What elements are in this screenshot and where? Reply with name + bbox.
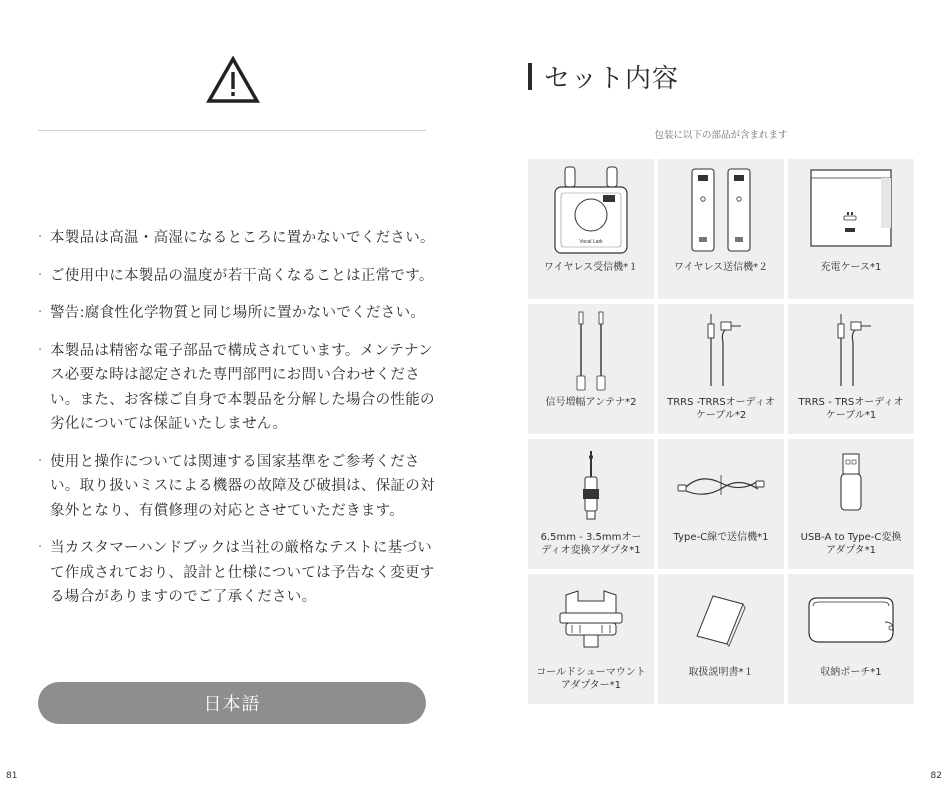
item-label: Type-C線で送信機*1	[673, 532, 769, 543]
bullet: ·	[38, 453, 43, 469]
usb-adapter-icon	[831, 450, 871, 520]
bullet: ·	[38, 305, 43, 320]
item-antenna	[528, 304, 654, 434]
bullet: ·	[38, 267, 43, 283]
item-label: TRRS -TRRSオーディオケーブル*2	[667, 397, 775, 421]
receiver-icon	[551, 165, 631, 255]
item-trrs-cable	[658, 304, 784, 434]
page-number: 82	[930, 771, 942, 781]
caution-note	[38, 226, 438, 251]
pouch-icon	[803, 592, 899, 648]
item-label: ワイヤレス受信機*１	[543, 262, 639, 273]
header-divider	[38, 130, 426, 131]
title-bar	[528, 63, 532, 90]
package-contents-grid	[528, 159, 914, 704]
caution-note	[38, 339, 438, 437]
item-pouch	[788, 574, 914, 704]
item-audio-adapter	[528, 439, 654, 569]
cold-shoe-icon	[556, 587, 626, 653]
item-receiver	[528, 159, 654, 299]
item-cold-shoe	[528, 574, 654, 704]
item-usb-c-cable	[658, 439, 784, 569]
audio-adapter-icon	[571, 447, 611, 523]
note-text: 警告:腐食性化学物質と同じ場所に置かないでください。	[50, 305, 426, 321]
caution-note	[38, 301, 438, 326]
item-label: 取扱説明書*１	[688, 667, 754, 678]
caution-note	[38, 536, 438, 610]
note-text: 当カスタマーハンドブックは当社の厳格なテストに基づいて作成されており、設計と仕様については予告なく変更する場合がありますのでご了承ください。	[50, 540, 435, 605]
page-title: セット内容	[544, 63, 680, 94]
usb-c-cable-icon	[676, 465, 766, 505]
item-label: USB-A to Type-C変換アダプタ*1	[800, 532, 902, 556]
item-label: 収納ポーチ*1	[820, 667, 882, 678]
bullet: ·	[38, 342, 43, 358]
item-label: コールドシューマウントアダプター*1	[536, 667, 646, 691]
warning-icon	[206, 56, 260, 104]
caution-note	[38, 264, 438, 289]
item-label: 6.5mm - 3.5mmオーディオ変換アダプタ*1	[540, 532, 642, 556]
section-title	[528, 60, 679, 92]
caution-notes	[38, 226, 438, 623]
charging-case-icon	[809, 168, 893, 252]
item-charging-case	[788, 159, 914, 299]
transmitter-icon	[686, 165, 756, 255]
item-label: TRRS - TRSオーディオケーブル*1	[798, 397, 904, 421]
note-text: 本製品は高温・高湿になるところに置かないでください。	[50, 230, 435, 246]
manual-icon	[691, 590, 751, 650]
note-text: ご使用中に本製品の温度が若干高くなることは正常です。	[50, 267, 434, 284]
trs-cable-icon	[821, 308, 881, 392]
item-label: 充電ケース*1	[820, 262, 882, 273]
bullet: ·	[38, 540, 43, 555]
item-usb-adapter	[788, 439, 914, 569]
item-label: ワイヤレス送信機*２	[673, 262, 769, 273]
caution-note	[38, 450, 438, 524]
item-trs-cable	[788, 304, 914, 434]
note-text: 本製品は精密な電子部品で構成されています。メンテナンス必要な時は認定された専門部門にお問い合わせください。また、お客様ご自身で本製品を分解した場合の性能の劣化については保証いたしません。	[50, 342, 435, 432]
brand-mark: Vocal Lark	[579, 239, 603, 245]
right-page	[475, 0, 950, 789]
note-text: 使用と操作については関連する国家基準をご参考ください。取り扱いミスによる機器の故障及び破損は、保証の対象外となり、有償修理の対応とさせていただきます。	[50, 453, 435, 519]
antenna-icon	[566, 308, 616, 392]
item-transmitter	[658, 159, 784, 299]
package-subtitle: 包装に以下の部品が含まれます	[654, 130, 788, 141]
bullet: ·	[38, 230, 43, 245]
language-tab[interactable]: 日本語	[38, 682, 426, 724]
page-number: 81	[6, 771, 18, 781]
trrs-cable-icon	[691, 308, 751, 392]
item-manual	[658, 574, 784, 704]
item-label: 信号増幅アンテナ*2	[545, 397, 637, 408]
